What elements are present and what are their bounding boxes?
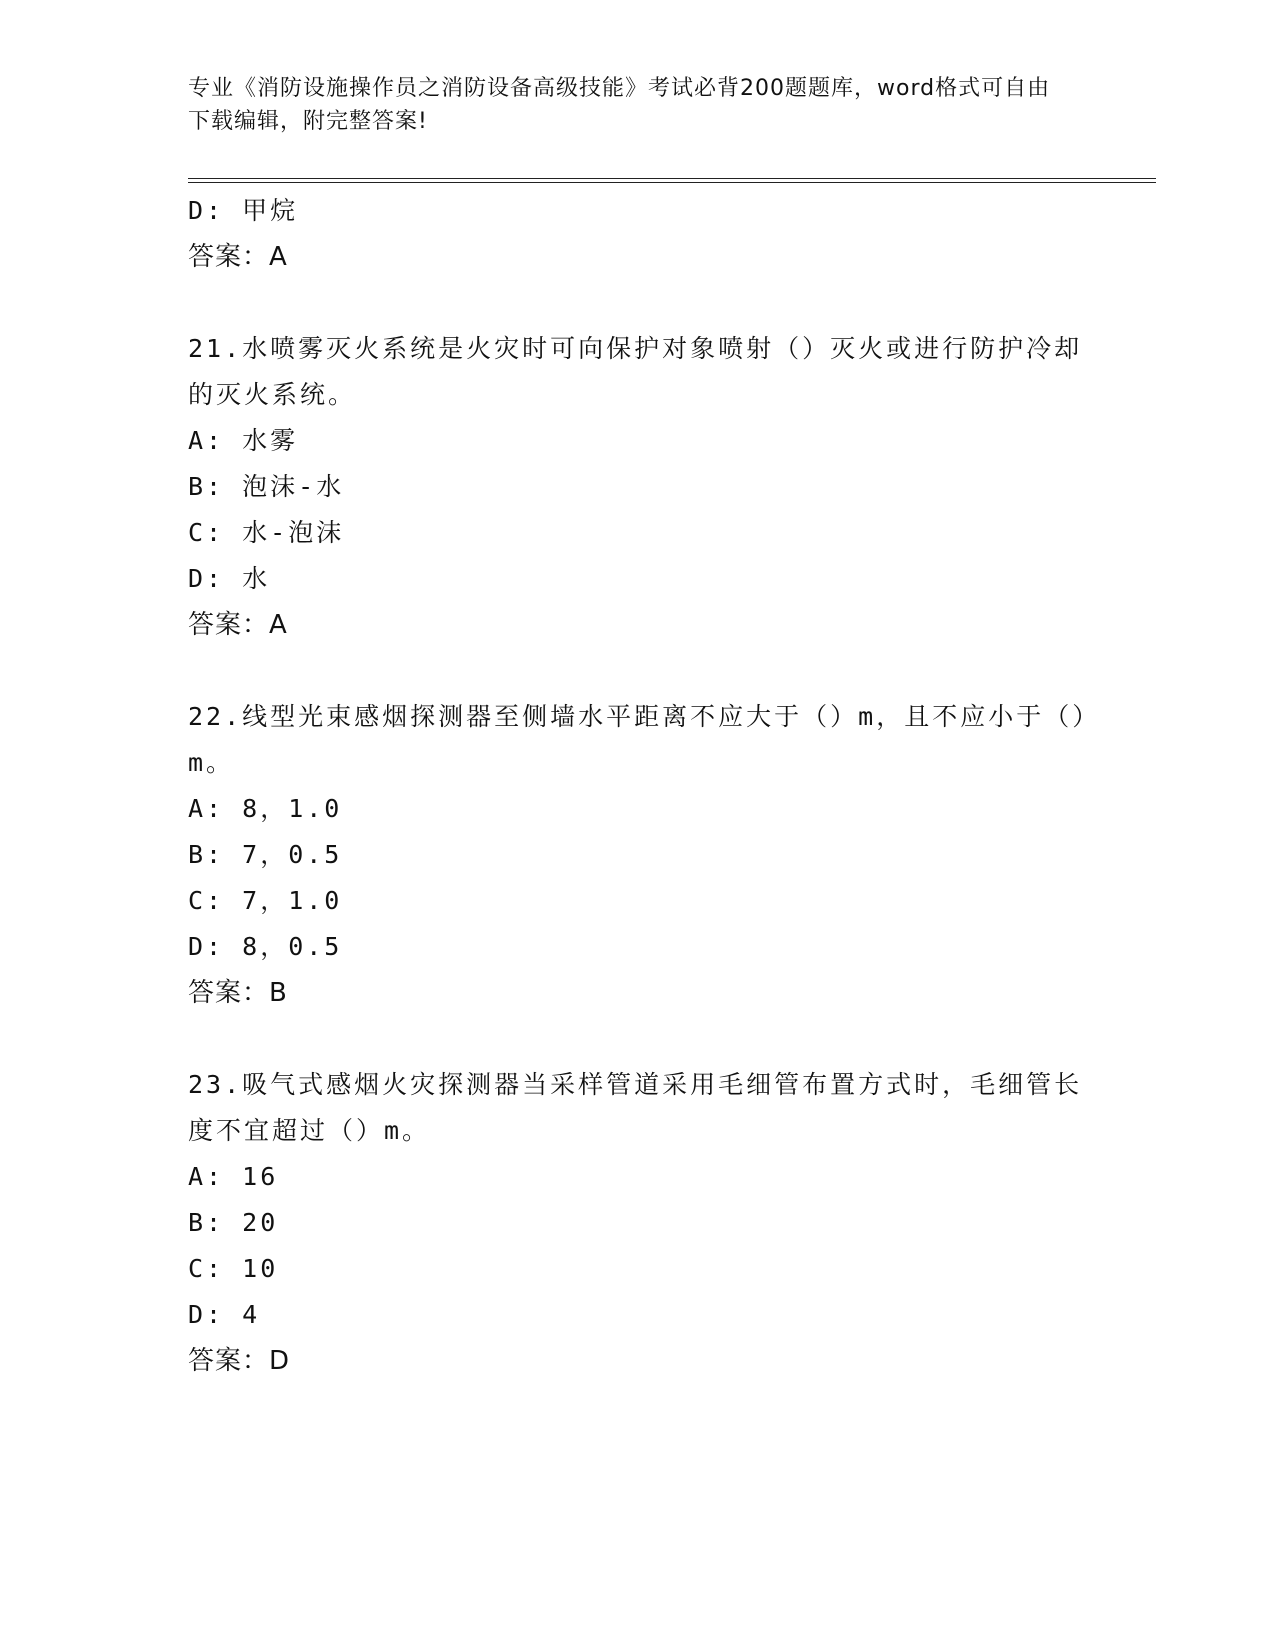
option-c: C: 10	[188, 1254, 279, 1283]
option-d: D: 8，0.5	[188, 932, 343, 961]
option-a: A: 8，1.0	[188, 794, 343, 823]
option-a: A: 水雾	[188, 426, 299, 455]
spacer	[188, 648, 1088, 694]
answer: 答案：B	[188, 978, 288, 1008]
document-header: 专业《消防设施操作员之消防设备高级技能》考试必背200题题库，word格式可自由下载编辑，附完整答案!	[188, 76, 1051, 134]
option-c: C: 7，1.0	[188, 886, 343, 915]
header-divider	[188, 178, 1156, 183]
option-d: D: 水	[188, 564, 271, 593]
option-a: A: 16	[188, 1162, 279, 1191]
option-d: D: 4	[188, 1300, 261, 1329]
option-b: B: 7，0.5	[188, 840, 343, 869]
question-22	[188, 694, 1088, 1016]
document-body	[188, 188, 1088, 1384]
answer: 答案：D	[188, 1346, 291, 1376]
prev-answer: 答案：A	[188, 242, 288, 272]
question-text: 22.线型光束感烟探测器至侧墙水平距离不应大于（）m，且不应小于（）m。	[188, 702, 1088, 777]
question-text: 21.水喷雾灭火系统是火灾时可向保护对象喷射（）灭火或进行防护冷却的灭火系统。	[188, 334, 1083, 409]
question-text: 23.吸气式感烟火灾探测器当采样管道采用毛细管布置方式时，毛细管长度不宜超过（）m。	[188, 1070, 1083, 1145]
spacer	[188, 1016, 1088, 1062]
question-21	[188, 326, 1088, 648]
spacer	[188, 280, 1088, 326]
answer: 答案：A	[188, 610, 288, 640]
option-c: C: 水-泡沫	[188, 518, 345, 547]
option-b: B: 20	[188, 1208, 279, 1237]
question-23	[188, 1062, 1088, 1384]
prev-option-d: D: 甲烷	[188, 196, 299, 225]
option-b: B: 泡沫-水	[188, 472, 345, 501]
